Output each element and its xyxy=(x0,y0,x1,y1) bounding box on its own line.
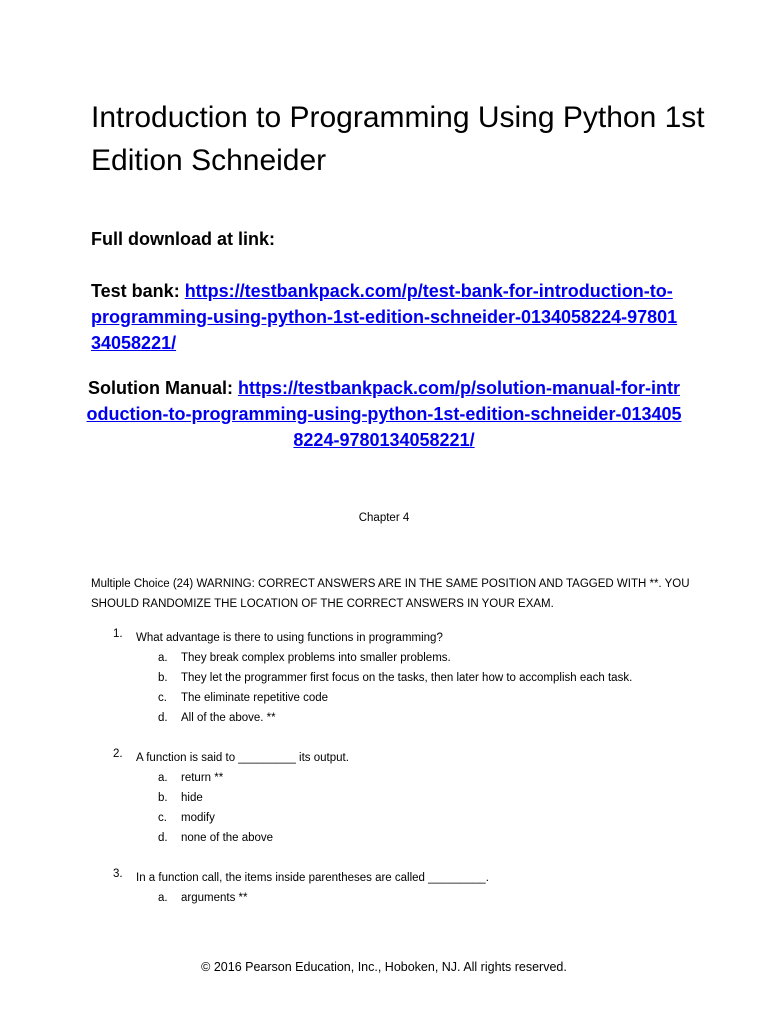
option-letter: a. xyxy=(158,772,168,784)
test-bank-line xyxy=(91,278,681,356)
question-number: 1. xyxy=(113,628,123,640)
question-item xyxy=(113,868,693,908)
option-letter: c. xyxy=(158,812,167,824)
option-letter: b. xyxy=(158,792,168,804)
solution-manual-link[interactable]: https://testbankpack.com/p/solution-manual-for-introduction-to-programming-using-python-1st-edition-schneider-0134058224-9780134058221/ xyxy=(86,378,682,450)
question-list xyxy=(113,628,693,928)
answer-option xyxy=(158,768,693,788)
option-letter: b. xyxy=(158,672,168,684)
option-text: arguments ** xyxy=(181,892,248,904)
option-text: The eliminate repetitive code xyxy=(181,692,329,704)
test-bank-label: Test bank: xyxy=(91,281,185,301)
option-text: hide xyxy=(181,792,203,804)
option-text: none of the above xyxy=(181,832,274,844)
chapter-heading: Chapter 4 xyxy=(358,512,410,524)
option-text: They break complex problems into smaller problems. xyxy=(181,652,451,664)
answer-option xyxy=(158,828,693,848)
answer-option xyxy=(158,708,693,728)
question-number: 2. xyxy=(113,748,123,760)
option-letter: a. xyxy=(158,652,168,664)
question-text: In a function call, the items inside parentheses are called _________. xyxy=(136,872,489,884)
option-text: modify xyxy=(181,812,215,824)
answer-options xyxy=(158,648,693,728)
question-item xyxy=(113,748,693,848)
option-text: All of the above. ** xyxy=(181,712,276,724)
full-download-label: Full download at link: xyxy=(91,229,275,249)
question-number: 3. xyxy=(113,868,123,880)
question-text: What advantage is there to using functions in programming? xyxy=(136,632,443,644)
answer-option xyxy=(158,688,693,708)
answer-option xyxy=(158,788,693,808)
copyright-footer: © 2016 Pearson Education, Inc., Hoboken, NJ. All rights reserved. xyxy=(201,960,567,974)
answer-options xyxy=(158,768,693,848)
option-text: They let the programmer first focus on the tasks, then later how to accomplish each task. xyxy=(181,672,633,684)
answer-option xyxy=(158,668,693,688)
solution-manual-label: Solution Manual: xyxy=(87,378,238,398)
solution-manual-line xyxy=(86,375,682,453)
question-item xyxy=(113,628,693,728)
multiple-choice-intro: Multiple Choice (24) WARNING: CORRECT ANSWERS ARE IN THE SAME POSITION AND TAGGED WITH **. YOU SHOULD RANDOMIZE THE LOCATION OF THE CORRECT ANSWERS IN YOUR EXAM. xyxy=(91,578,690,610)
document-title: Introduction to Programming Using Python 1st Edition Schneider xyxy=(91,101,705,177)
answer-option xyxy=(158,648,693,668)
question-text: A function is said to _________ its output. xyxy=(136,752,349,764)
answer-option xyxy=(158,808,693,828)
answer-option xyxy=(158,888,693,908)
option-letter: c. xyxy=(158,692,167,704)
answer-options xyxy=(158,888,693,908)
option-letter: d. xyxy=(158,712,168,724)
test-bank-link[interactable]: https://testbankpack.com/p/test-bank-for-introduction-to-programming-using-python-1st-edition-schneider-0134058224-9780134058221/ xyxy=(91,281,678,353)
option-letter: a. xyxy=(158,892,168,904)
option-text: return ** xyxy=(181,772,224,784)
option-letter: d. xyxy=(158,832,168,844)
